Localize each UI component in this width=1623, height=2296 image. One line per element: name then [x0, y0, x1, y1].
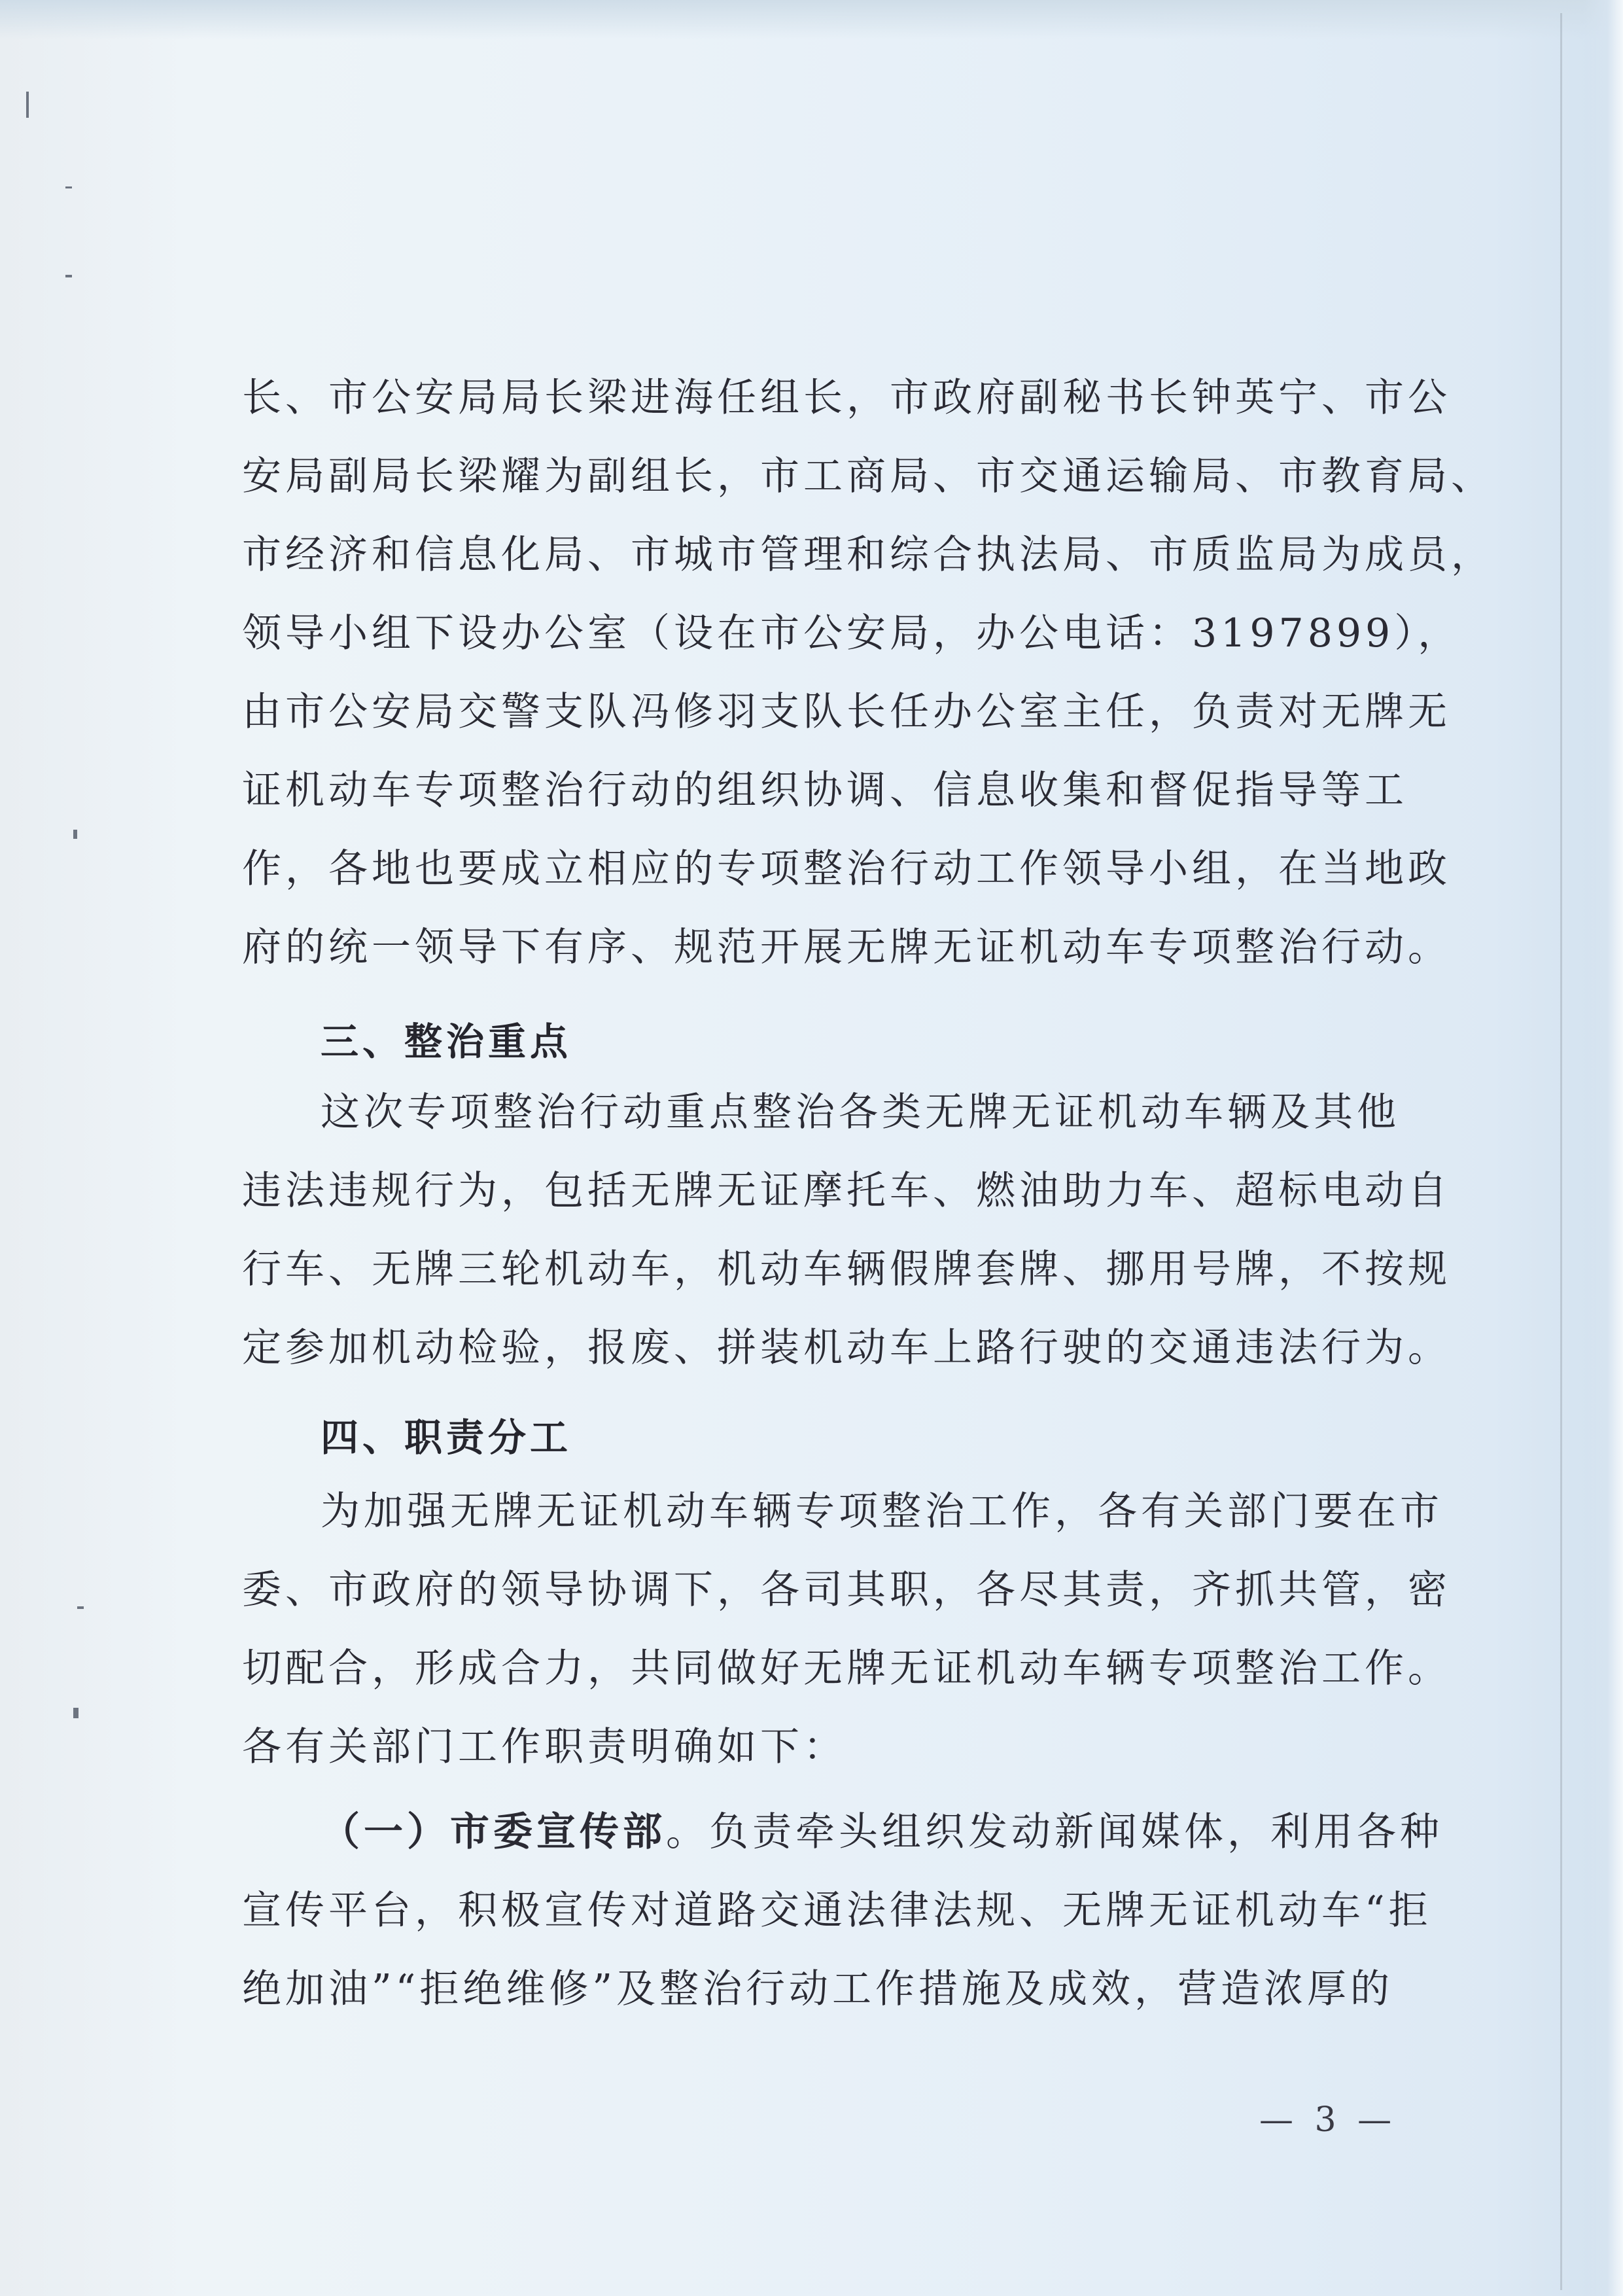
text-line: 领导小组下设办公室（设在市公安局，办公电话：3197899），: [242, 610, 1461, 656]
margin-mark: [77, 1606, 84, 1609]
section3-heading: 三、整治重点: [321, 1019, 572, 1064]
margin-mark: [73, 1708, 79, 1718]
margin-mark: [26, 92, 29, 118]
section2-paragraph: [242, 359, 1494, 987]
text-line: [242, 1793, 1443, 1871]
text-line: 行车、无牌三轮机动车，机动车辆假牌套牌、挪用号牌，不按规: [242, 1246, 1451, 1292]
item1-lead: （一）市委宣传部: [321, 1809, 666, 1855]
text-line: 为加强无牌无证机动车辆专项整治工作，各有关部门要在市: [321, 1489, 1443, 1534]
text-line: 定参加机动检验，报废、拼装机动车上路行驶的交通违法行为。: [242, 1325, 1451, 1371]
text-line: 证机动车专项整治行动的组织协调、信息收集和督促指导等工: [242, 768, 1408, 813]
text-line: 绝加油”“拒绝维修”及整治行动工作措施及成效，营造浓厚的: [242, 1966, 1394, 2012]
text-line: 府的统一领导下有序、规范开展无牌无证机动车专项整治行动。: [242, 925, 1451, 970]
text-line: 违法违规行为，包括无牌无证摩托车、燃油助力车、超标电动自: [242, 1168, 1451, 1214]
text-line: 市经济和信息化局、市城市管理和综合执法局、市质监局为成员，: [242, 532, 1494, 578]
text-line: 长、市公安局局长梁进海任组长，市政府副秘书长钟英宁、市公: [242, 375, 1451, 421]
margin-mark: [1560, 13, 1562, 2290]
margin-mark: [65, 275, 72, 277]
text-line: 这次专项整治行动重点整治各类无牌无证机动车辆及其他: [321, 1089, 1400, 1135]
margin-mark: [65, 186, 72, 188]
text-line: 切配合，形成合力，共同做好无牌无证机动车辆专项整治工作。: [242, 1646, 1451, 1691]
text-line: 宣传平台，积极宣传对道路交通法律法规、无牌无证机动车“拒: [242, 1888, 1432, 1934]
text-line: 作，各地也要成立相应的专项整治行动工作领导小组，在当地政: [242, 846, 1451, 892]
text-line: 由市公安局交警支队冯修羽支队长任办公室主任，负责对无牌无: [242, 689, 1451, 735]
section3-paragraph: [242, 1073, 1451, 1387]
scan-right-edge: [1584, 0, 1623, 2296]
scan-top-edge: [0, 0, 1623, 39]
text-line: 各有关部门工作职责明确如下：: [242, 1724, 846, 1770]
page-number: — 3 —: [1259, 2100, 1397, 2140]
section4-heading: 四、职责分工: [321, 1415, 572, 1460]
item1-paragraph: [242, 1793, 1443, 2028]
section4-paragraph: [242, 1472, 1451, 1786]
margin-mark: [73, 830, 77, 839]
text-line: 委、市政府的领导协调下，各司其职，各尽其责，齐抓共管，密: [242, 1567, 1451, 1613]
item1-text: 。负责牵头组织发动新闻媒体，利用各种: [666, 1809, 1443, 1855]
text-line: 安局副局长梁耀为副组长，市工商局、市交通运输局、市教育局、: [242, 453, 1494, 499]
